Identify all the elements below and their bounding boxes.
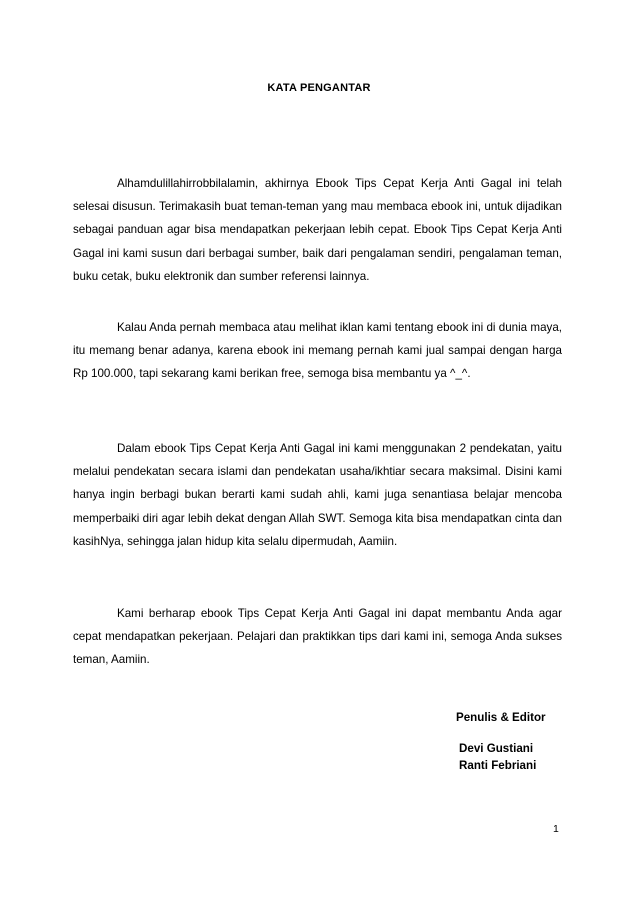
signature-name: Ranti Febriani (459, 759, 537, 772)
page-title: KATA PENGANTAR (267, 82, 371, 94)
page-number: 1 (553, 823, 559, 835)
paragraph-ad: Kalau Anda pernah membaca atau melihat iklan kami tentang ebook ini di dunia maya, itu memang benar adanya, karena ebook ini memang pernah kami jual sampai dengan harga Rp 100.000, tapi sekarang kami berikan free, semoga bisa membantu ya ^_^. (73, 321, 562, 381)
paragraph-approach: Dalam ebook Tips Cepat Kerja Anti Gagal ini kami menggunakan 2 pendekatan, yaitu melalui pendekatan secara islami dan pendekatan usaha/ikhtiar secara maksimal. Disini kami hanya ingin berbagi bukan berarti kami sudah ahli, kami juga senantiasa belajar mencoba memperbaiki diri agar lebih dekat dengan Allah SWT. Semoga kita bisa mendapatkan cinta dan kasihNya, sehingga jalan hidup kita selalu dipermudah, Aamiin. (73, 442, 562, 548)
signature-role: Penulis & Editor (456, 711, 546, 724)
paragraph-intro: Alhamdulillahirrobbilalamin, akhirnya Ebook Tips Cepat Kerja Anti Gagal ini telah selesai disusun. Terimakasih buat teman-teman yang mau membaca ebook ini, untuk dijadikan sebagai panduan agar bisa mendapatkan pekerjaan lebih cepat. Ebook Tips Cepat Kerja Anti Gagal ini kami susun dari berbagai sumber, baik dari pengalaman sendiri, pengalaman teman, buku cetak, buku elektronik dan sumber referensi lainnya. (73, 177, 562, 283)
paragraph-closing: Kami berharap ebook Tips Cepat Kerja Anti Gagal ini dapat membantu Anda agar cepat mendapatkan pekerjaan. Pelajari dan praktikkan tips dari kami ini, semoga Anda sukses teman, Aamiin. (73, 607, 562, 667)
signature-name: Devi Gustiani (459, 742, 534, 755)
